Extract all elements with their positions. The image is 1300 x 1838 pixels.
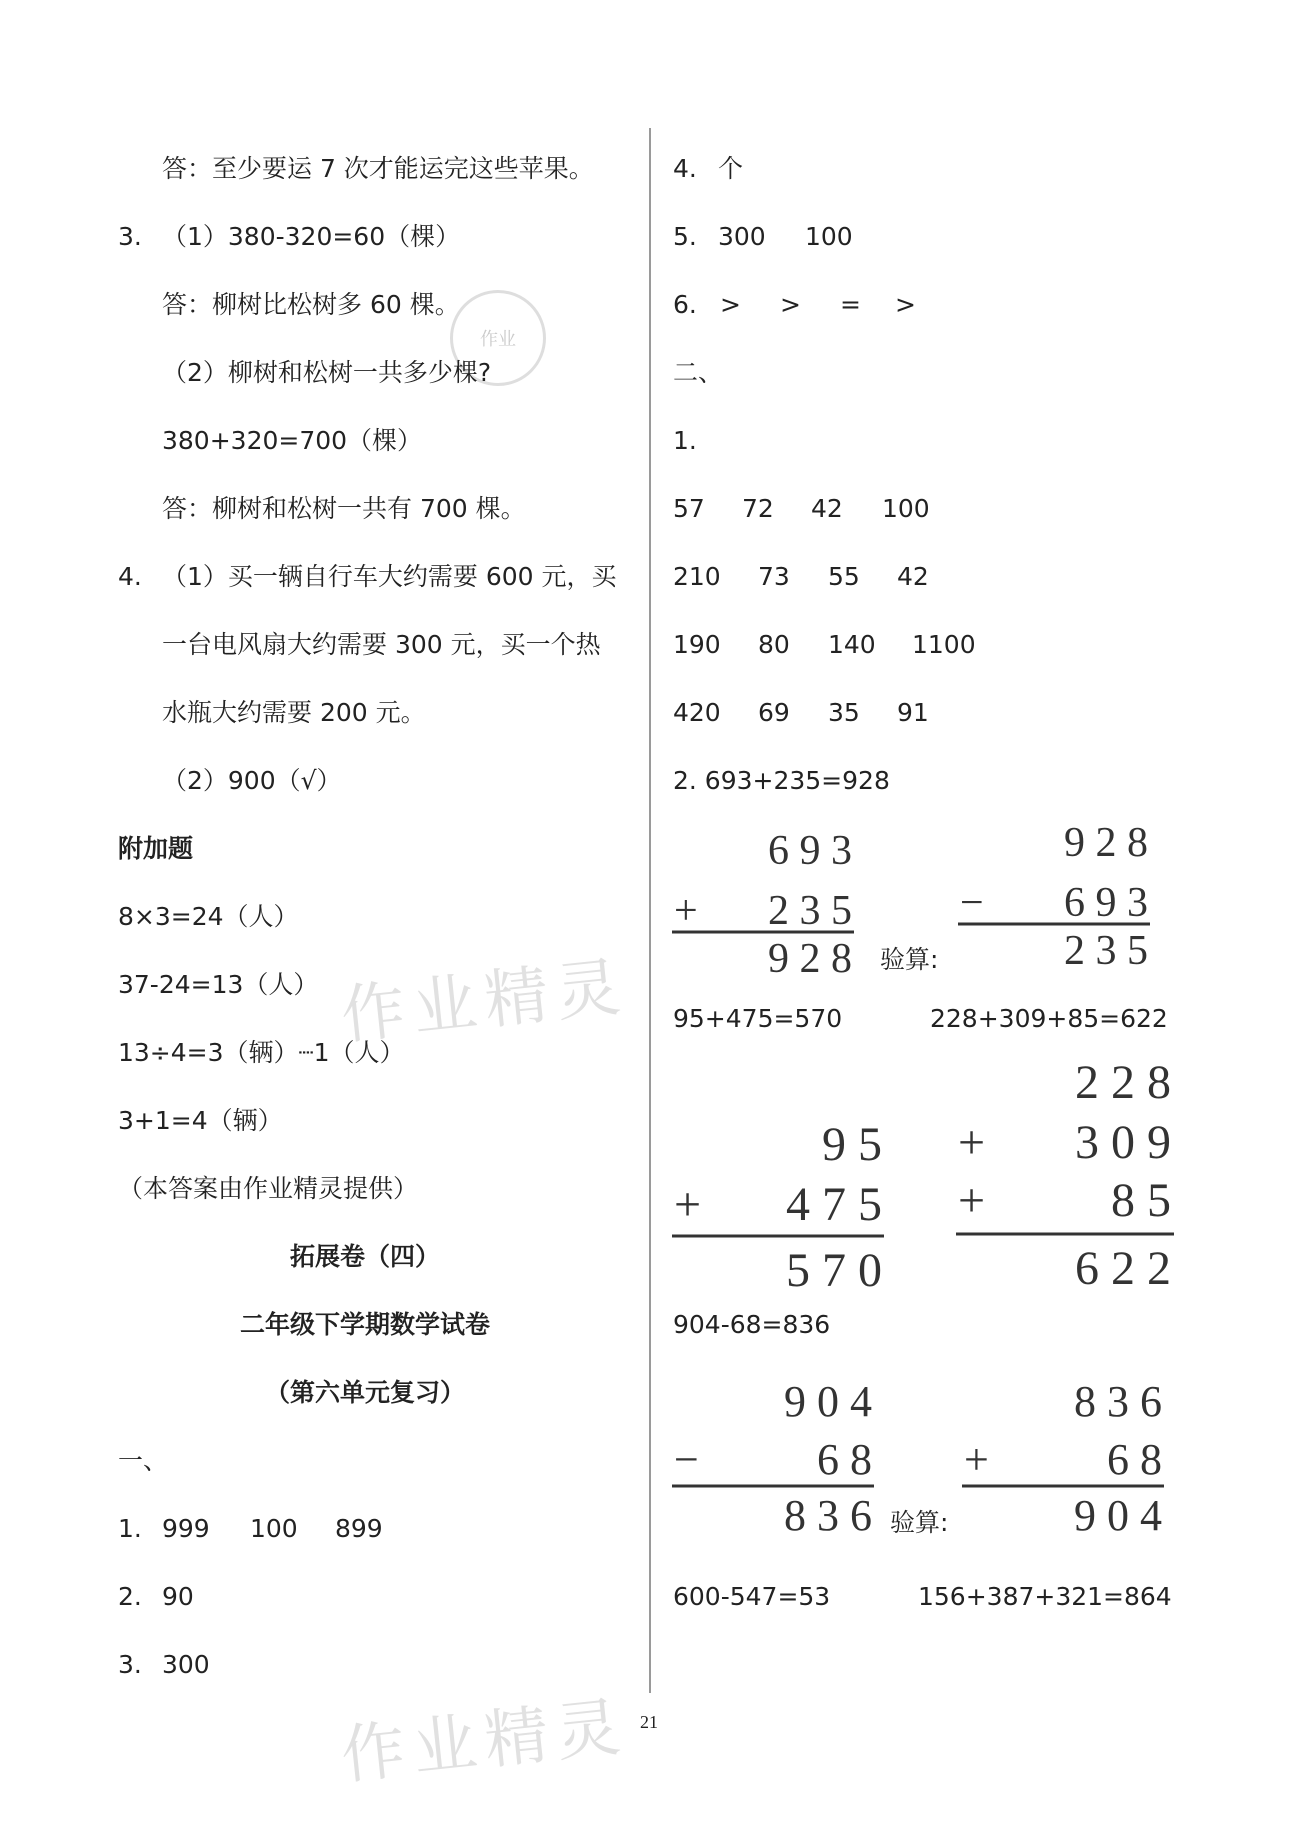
page-number: 21 <box>640 1712 658 1732</box>
vertical-addition <box>672 1110 892 1297</box>
calc-result: 2 3 5 <box>1064 928 1148 974</box>
grid-cell: 190 <box>673 630 721 659</box>
equation-line: 13÷4=3（辆）┈1（人） <box>118 1038 405 1067</box>
equation-line: （1）380-320=60（棵） <box>162 222 461 251</box>
calc-row: 9 5 <box>822 1118 882 1171</box>
grid-cell: 42 <box>897 562 929 591</box>
calc-row: 6 8 <box>1107 1435 1162 1484</box>
bonus-heading: 附加题 <box>118 834 194 863</box>
calc-operator: + <box>964 1435 989 1484</box>
answer-line: 水瓶大约需要 200 元。 <box>162 698 426 727</box>
calc-operator: − <box>960 880 984 926</box>
question-number: 4. <box>118 562 142 591</box>
comparison-sign: > <box>720 290 741 319</box>
section-number: 二、 <box>673 358 724 387</box>
grid-cell: 69 <box>758 698 790 727</box>
calc-operator: + <box>674 888 698 934</box>
vertical-addition <box>962 1370 1172 1540</box>
question-number: 3. <box>118 1650 142 1679</box>
calc-row: 4 7 5 <box>786 1178 882 1231</box>
question-number: 1. <box>118 1514 142 1543</box>
column-divider <box>649 128 651 1693</box>
question-number: 4. <box>673 154 697 183</box>
question-number: 2. <box>118 1582 142 1611</box>
calc-row: 2 3 5 <box>768 888 852 934</box>
grid-cell: 72 <box>742 494 774 523</box>
answer-line: 答：至少要运 7 次才能运完这些苹果。 <box>162 154 594 183</box>
answer-value: 100 <box>250 1514 298 1543</box>
grid-cell: 55 <box>828 562 860 591</box>
comparison-sign: = <box>840 290 861 319</box>
answer-value: 个 <box>718 154 744 183</box>
vertical-subtraction <box>672 1370 882 1540</box>
answer-value: 100 <box>805 222 853 251</box>
calc-result: 5 7 0 <box>786 1244 882 1297</box>
answer-line: 答：柳树和松树一共有 700 棵。 <box>162 494 526 523</box>
answer-line: 答：柳树比松树多 60 棵。 <box>162 290 460 319</box>
sub-question: （2）柳树和松树一共多少棵? <box>162 358 492 387</box>
calc-row: 8 3 6 <box>1074 1377 1162 1426</box>
calc-row: 9 2 8 <box>1064 820 1148 866</box>
answer-line: 一台电风扇大约需要 300 元，买一个热 <box>162 630 601 659</box>
calc-row: 6 9 3 <box>768 828 852 874</box>
question-number: 5. <box>673 222 697 251</box>
answer-value: 999 <box>162 1514 210 1543</box>
section-number: 一、 <box>118 1446 169 1475</box>
question-number: 1. <box>673 426 697 455</box>
answer-line: （2）900（√） <box>162 766 342 795</box>
grid-cell: 73 <box>758 562 790 591</box>
calc-operator: + <box>958 1116 986 1169</box>
answer-line: （1）买一辆自行车大约需要 600 元，买 <box>162 562 617 591</box>
calc-row: 6 9 3 <box>1064 880 1148 926</box>
watermark-middle: 作业精灵 <box>337 950 632 1054</box>
vertical-subtraction <box>958 812 1158 972</box>
grid-cell: 80 <box>758 630 790 659</box>
question-number: 3. <box>118 222 142 251</box>
grid-cell: 91 <box>897 698 929 727</box>
check-label: 验算: <box>880 945 939 974</box>
equation-line: 37-24=13（人） <box>118 970 319 999</box>
section-title: （第六单元复习） <box>264 1378 465 1407</box>
calc-operator: + <box>674 1178 702 1231</box>
section-title: 二年级下学期数学试卷 <box>239 1310 490 1339</box>
calc-row: 6 8 <box>817 1435 872 1484</box>
equation-line: 156+387+321=864 <box>918 1582 1172 1611</box>
equation-line: 600-547=53 <box>673 1582 831 1611</box>
grid-cell: 100 <box>882 494 930 523</box>
calc-operator: + <box>958 1174 986 1227</box>
vertical-addition <box>672 820 862 980</box>
grid-cell: 140 <box>828 630 876 659</box>
equation-line: 8×3=24（人） <box>118 902 299 931</box>
grid-cell: 1100 <box>912 630 976 659</box>
calc-row: 9 0 4 <box>784 1377 872 1426</box>
grid-cell: 420 <box>673 698 721 727</box>
grid-cell: 42 <box>811 494 843 523</box>
comparison-sign: > <box>895 290 916 319</box>
credit-line: （本答案由作业精灵提供） <box>118 1174 419 1203</box>
equation-line: 380+320=700（棵） <box>162 426 423 455</box>
answer-value: 300 <box>718 222 766 251</box>
calc-result: 6 2 2 <box>1075 1242 1171 1295</box>
watermark-stamp: 作业 <box>450 290 546 386</box>
check-label: 验算: <box>890 1508 949 1537</box>
calc-row: 3 0 9 <box>1075 1116 1171 1169</box>
grid-cell: 35 <box>828 698 860 727</box>
answer-value: 90 <box>162 1582 194 1611</box>
answer-value: 300 <box>162 1650 210 1679</box>
grid-cell: 57 <box>673 494 705 523</box>
equation-line: 904-68=836 <box>673 1310 831 1339</box>
equation-line: 3+1=4（辆） <box>118 1106 283 1135</box>
watermark-bottom: 作业精灵 <box>337 1690 632 1794</box>
answer-value: 899 <box>335 1514 383 1543</box>
equation-line: 228+309+85=622 <box>930 1004 1168 1033</box>
grid-cell: 210 <box>673 562 721 591</box>
equation-line: 2. 693+235=928 <box>673 766 890 795</box>
calc-row: 8 5 <box>1111 1174 1171 1227</box>
calc-result: 8 3 6 <box>784 1491 872 1540</box>
question-number: 6. <box>673 290 697 319</box>
comparison-sign: > <box>780 290 801 319</box>
calc-row: 2 2 8 <box>1075 1056 1171 1109</box>
calc-result: 9 2 8 <box>768 936 852 982</box>
section-title: 拓展卷（四） <box>289 1242 440 1271</box>
calc-operator: − <box>674 1435 699 1484</box>
equation-line: 95+475=570 <box>673 1004 843 1033</box>
vertical-addition <box>956 1048 1176 1295</box>
calc-result: 9 0 4 <box>1074 1491 1162 1540</box>
